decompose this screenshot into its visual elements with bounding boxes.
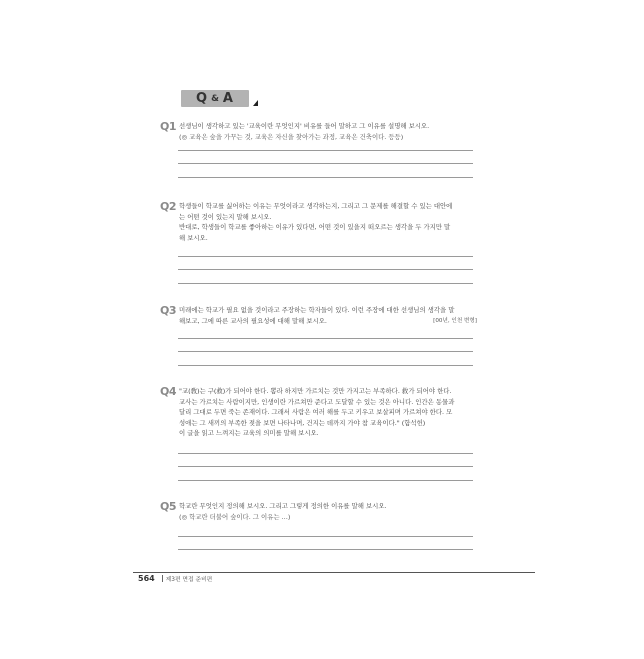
answer-line[interactable] — [178, 549, 473, 550]
question-hint: (◎ 교육은 숲을 가꾸는 것, 교육은 자신을 찾아가는 과정, 교육은 건축이다. 등등) — [179, 132, 404, 141]
question-line: 학교란 무엇인지 정의해 보시오. 그리고 그렇게 정의한 이유를 말해 보시오. — [179, 502, 387, 510]
answer-lines-2[interactable] — [178, 256, 473, 296]
question-text — [179, 201, 477, 243]
question-text — [179, 121, 477, 142]
footer-separator — [162, 575, 163, 582]
footer-rule — [133, 572, 535, 573]
answer-line[interactable] — [178, 466, 473, 467]
question-number: Q1 — [160, 120, 177, 133]
qa-header-amp: & — [211, 93, 220, 104]
page-number: 564 — [138, 574, 155, 583]
page-footer — [138, 574, 212, 583]
question-line: 달리 그대로 두면 죽는 존재이다. 그래서 사람은 여러 해를 두고 키우고 보살피며 가르쳐야 한다. 모 — [179, 408, 453, 417]
question-line: 이 글을 읽고 느껴지는 교육의 의미를 말해 보시오. — [179, 429, 319, 438]
question-line: 학생들이 학교를 싫어하는 이유는 무엇이라고 생각하는지, 그리고 그 문제를 해결할 수 있는 대안에 — [179, 202, 453, 210]
question-text — [179, 305, 477, 326]
answer-line[interactable] — [178, 269, 473, 270]
question-number: Q4 — [160, 385, 177, 398]
question-hint: (◎ 학교란 더불어 숲이다. 그 이유는 …) — [179, 512, 291, 521]
qa-section-header — [181, 90, 249, 107]
answer-line[interactable] — [178, 338, 473, 339]
answer-lines-4[interactable] — [178, 453, 473, 493]
answer-line[interactable] — [178, 256, 473, 257]
chapter-title: 제3편 면접 준비편 — [165, 577, 213, 583]
answer-line[interactable] — [178, 177, 473, 178]
answer-lines-1[interactable] — [178, 150, 473, 190]
question-line: 해 보시오. — [179, 233, 208, 242]
question-line: 반대로, 학생들이 학교를 좋아하는 이유가 있다면, 어떤 것이 있을지 떠오르는 생각을 두 가지만 말 — [179, 223, 451, 232]
qa-header-q: Q — [196, 91, 209, 106]
answer-line[interactable] — [178, 283, 473, 284]
answer-line[interactable] — [178, 365, 473, 366]
qa-header-a: A — [222, 91, 234, 106]
answer-line[interactable] — [178, 453, 473, 454]
question-line: "교(敎)는 구(救)가 되어야 한다. 뽐라 하지만 가르치는 것만 가지고는 부족하다. 救가 되어야 한다. — [179, 387, 452, 395]
question-line: 선생님이 생각하고 있는 '교육이란 무엇인지' 비유를 들어 말하고 그 이유를 설명해 보시오. — [179, 122, 430, 130]
answer-line[interactable] — [178, 150, 473, 151]
question-text — [179, 501, 477, 522]
question-line: 해보고, 그에 따른 교사의 필요성에 대해 말해 보시오. — [179, 316, 327, 325]
question-source: [00년, 인천 변형] — [433, 317, 477, 324]
answer-line[interactable] — [178, 163, 473, 164]
question-line: 교사는 가르치는 사람이지만, 인생이란 가르쳐만 준다고 도달할 수 있는 것은 아니다. 인간은 동물과 — [179, 397, 455, 406]
question-number: Q5 — [160, 500, 177, 513]
question-line: 는 어떤 것이 있는지 말해 보시오. — [179, 212, 272, 221]
question-text — [179, 386, 477, 439]
question-number: Q3 — [160, 304, 177, 317]
answer-lines-5[interactable] — [178, 536, 473, 563]
answer-line[interactable] — [178, 480, 473, 481]
header-corner-mark-icon — [253, 100, 258, 106]
question-line: 성애는 그 새끼의 부족한 젖을 보면 나타나며, 건지는 데까지 가야 참 교육이다." (함석헌) — [179, 418, 426, 427]
answer-lines-3[interactable] — [178, 338, 473, 378]
question-number: Q2 — [160, 200, 177, 213]
answer-line[interactable] — [178, 536, 473, 537]
answer-line[interactable] — [178, 351, 473, 352]
question-line: 미래에는 학교가 필요 없을 것이라고 주장하는 학자들이 있다. 이런 주장에 대한 선생님의 생각을 말 — [179, 306, 455, 314]
